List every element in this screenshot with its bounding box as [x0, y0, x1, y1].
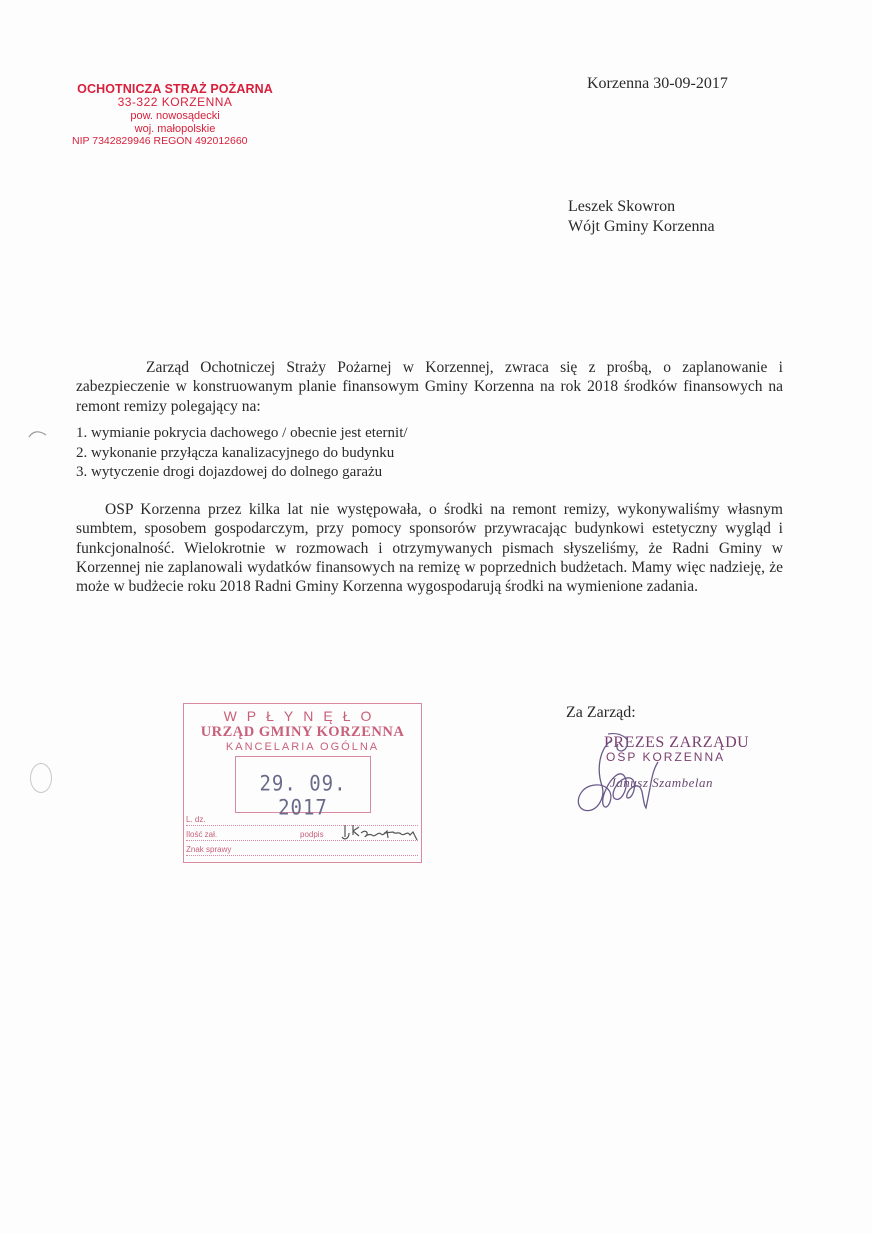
- recipient-name: Leszek Skowron: [568, 198, 676, 215]
- stamp-line-label: L. dz.: [186, 815, 206, 824]
- organization-ids: NIP 7342829946 REGON 492012660: [72, 135, 248, 148]
- punch-hole: [30, 763, 52, 793]
- organization-name: OCHOTNICZA STRAŻ POŻARNA: [77, 82, 273, 96]
- president-name: Janusz Szambelan: [610, 775, 713, 790]
- stamp-line-attachments: [186, 829, 418, 841]
- stamp-department: KANCELARIA OGÓLNA: [225, 741, 380, 753]
- president-title: PREZES ZARZĄDU: [604, 734, 750, 751]
- letter-date: Korzenna 30-09-2017: [587, 75, 728, 92]
- organization-city: 33-322 KORZENNA: [117, 95, 233, 110]
- recipient-block: [568, 197, 715, 237]
- stamp-handwritten-signature: [341, 821, 421, 843]
- stamp-date: 29. 09. 2017: [259, 771, 347, 821]
- body-paragraph-2: [76, 500, 783, 596]
- stamp-line-case: [186, 844, 418, 856]
- stamp-line-label: Znak sprawy: [186, 845, 232, 854]
- request-list: [76, 424, 408, 483]
- paragraph-1-text: Zarząd Ochotniczej Straży Pożarnej w Korzennej, zwraca się z prośbą, o zaplanowanie i zabezpieczenie w konstruowanym planie finansowym Gminy Korzenna na rok 2018 środków finansowych na remont remizy polegający na:: [76, 359, 783, 415]
- stamp-line-label: Ilość zał.: [186, 830, 218, 839]
- stamp-header: WPŁYNĘŁO: [223, 708, 382, 724]
- margin-mark: [28, 426, 48, 444]
- received-stamp: [183, 703, 422, 863]
- list-item: 3. wytyczenie drogi dojazdowej do dolnego garażu: [76, 464, 383, 480]
- paragraph-2-text: OSP Korzenna przez kilka lat nie występowała, o środki na remont remizy, wykonywaliśmy własnym sumbtem, sposobem gospodarczym, przy pomocy sponsorów przywracając budynkowi estetyczny wygląd i funkcjonalność. Wielokrotnie w rozmowach i otrzymywanych pismach słyszeliśmy, że Radni Gminy w Korzennej nie zaplanowali wydatków finansowych na remizę w poprzednich budżetach. Mamy więc nadzieję, że może w budżecie roku 2018 Radni Gminy Korzenna wygospodarują środki na wymienione zadania.: [76, 501, 783, 596]
- list-item: 2. wykonanie przyłącza kanalizacyjnego do budynku: [76, 444, 395, 461]
- stamp-office: URZĄD GMINY KORZENNA: [200, 724, 405, 740]
- organization-county: pow. nowosądecki: [130, 110, 220, 123]
- body-paragraph-1: [76, 358, 783, 416]
- handwritten-signature: [570, 728, 680, 828]
- letterhead-stamp: [70, 82, 280, 148]
- president-organization: OSP KORZENNA: [606, 750, 726, 764]
- stamp-signature-label: podpis: [300, 830, 324, 839]
- closing-line: Za Zarząd:: [566, 704, 636, 721]
- recipient-title: Wójt Gminy Korzenna: [568, 218, 715, 235]
- organization-voivodeship: woj. małopolskie: [134, 122, 216, 135]
- list-item: 1. wymianie pokrycia dachowego / obecnie jest eternit/: [76, 425, 408, 441]
- stamp-date-box: [235, 756, 371, 821]
